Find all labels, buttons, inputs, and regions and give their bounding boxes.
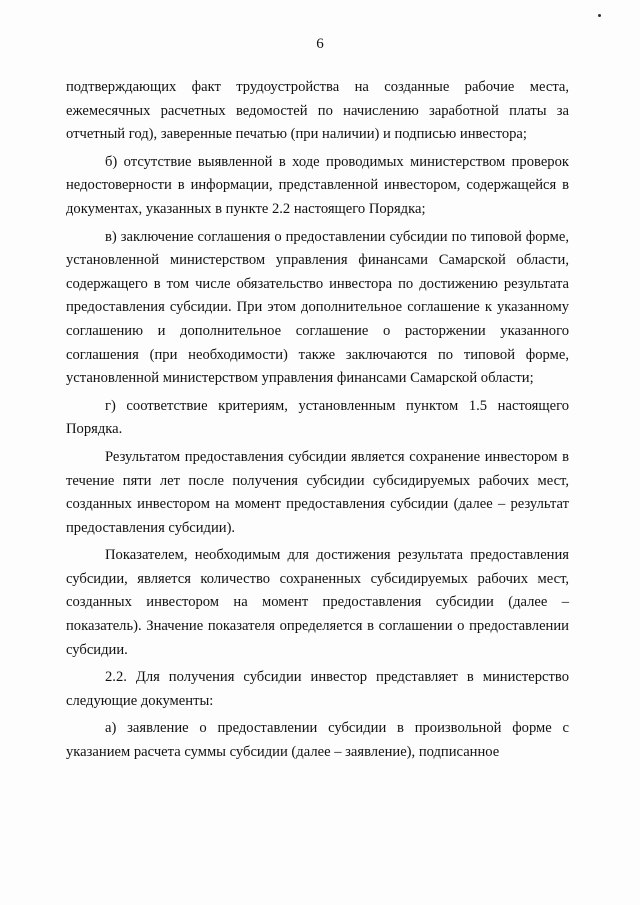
paragraph-item-b: б) отсутствие выявленной в ходе проводимых министерством проверок недостоверности в информации, представленной инвестором, содержащейся в документах, указанных в пункте 2.2 настоящего Порядка; xyxy=(66,153,569,217)
paragraph-item-v: в) заключение соглашения о предоставлении субсидии по типовой форме, установленной министерством управления финансами Самарской области, содержащего в том числе обязательство инвестора по достижению результата предоставления субсидии. При этом дополнительное соглашение к указанному соглашению и дополнительное соглашение о расторжении указанного соглашения (при необходимости) также заключаются по типовой форме, установленной министерством управления финансами Самарской области; xyxy=(66,228,569,387)
scan-speck xyxy=(598,14,601,17)
paragraph-item-g: г) соответствие критериям, установленным пунктом 1.5 настоящего Порядка. xyxy=(66,397,569,438)
page-number: 6 xyxy=(316,36,324,52)
paragraph-result: Результатом предоставления субсидии является сохранение инвестором в течение пяти лет после получения субсидии субсидируемых рабочих мест, созданных инвестором на момент предоставления субсидии (далее – результат предоставления субсидии). xyxy=(66,448,569,536)
document-body xyxy=(66,76,569,769)
paragraph-indicator: Показателем, необходимым для достижения результата предоставления субсидии, является количество сохраненных субсидируемых рабочих мест, созданных инвестором на момент предоставления субсидии (далее – показатель). Значение показателя определяется в соглашении о предоставлении субсидии. xyxy=(66,547,569,658)
paragraph-continuation: подтверждающих факт трудоустройства на созданные рабочие места, ежемесячных расчетных ведомостей по начислению заработной платы за отчетный год), заверенные печатью (при наличии) и подписью инвестора; xyxy=(66,79,569,143)
paragraph-section-2-2: 2.2. Для получения субсидии инвестор представляет в министерство следующие документы: xyxy=(66,669,569,709)
paragraph-item-a: а) заявление о предоставлении субсидии в произвольной форме с указанием расчета суммы субсидии (далее – заявление), подписанное xyxy=(66,720,569,761)
